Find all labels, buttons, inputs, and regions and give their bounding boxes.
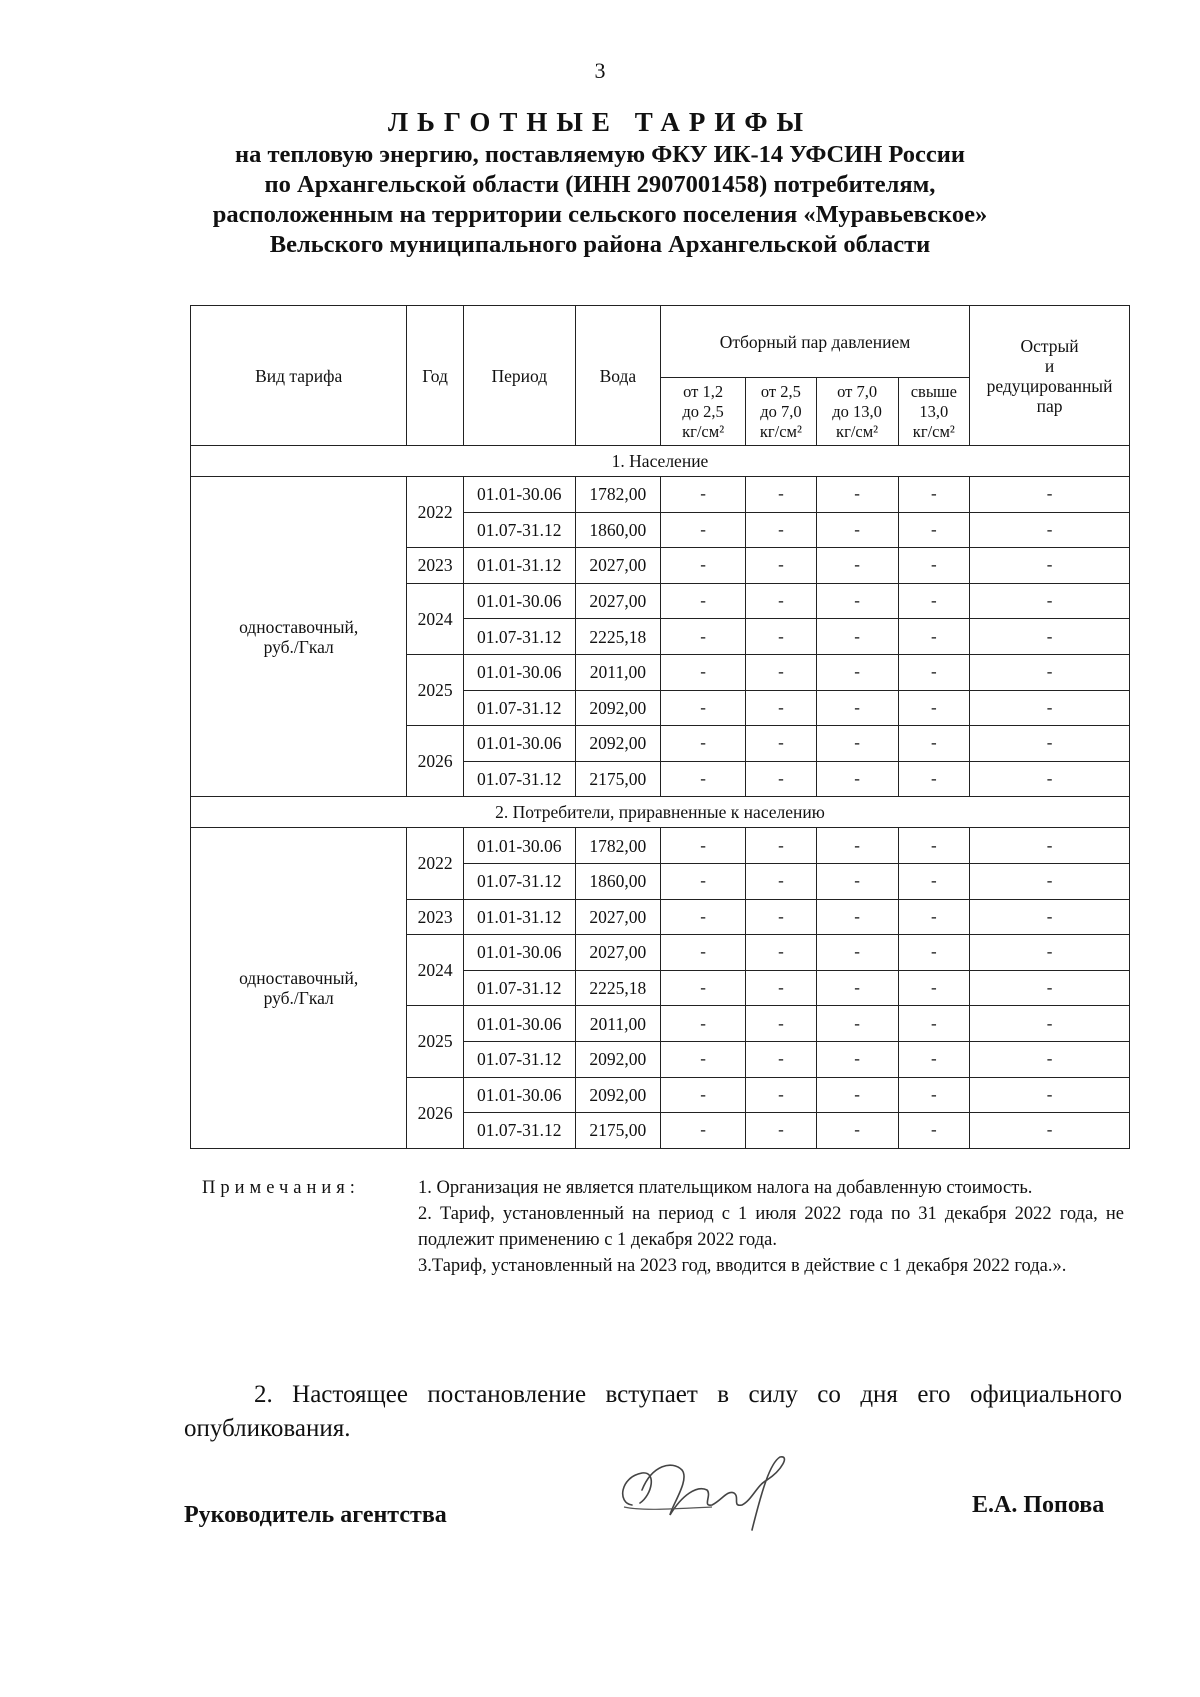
effective-date-clause: 2. Настоящее постановление вступает в силу со дня его официального опубликования. [184, 1381, 1122, 1442]
empty-tariff-dash: - [898, 935, 969, 971]
tariff-type-line-2: руб./Гкал [263, 988, 334, 1009]
period-cell: 01.01-30.06 [463, 1006, 575, 1042]
header-period: Период [463, 306, 575, 446]
signatory-name: Е.А. Попова [972, 1492, 1105, 1518]
period-cell: 01.07-31.12 [463, 863, 575, 899]
period-cell: 01.01-30.06 [463, 654, 575, 690]
header-p4-line-2: 13,0 [919, 401, 949, 421]
empty-tariff-dash: - [970, 583, 1130, 619]
tariff-table [190, 305, 1130, 1149]
water-tariff-cell: 2225,18 [575, 970, 660, 1006]
empty-tariff-dash: - [746, 654, 816, 690]
empty-tariff-dash: - [816, 512, 898, 548]
empty-tariff-dash: - [660, 863, 745, 899]
empty-tariff-dash: - [970, 1113, 1130, 1149]
water-tariff-cell: 1860,00 [575, 863, 660, 899]
empty-tariff-dash: - [816, 828, 898, 864]
header-sharp-line-3: редуцированный [986, 375, 1113, 396]
empty-tariff-dash: - [746, 863, 816, 899]
table-row [191, 477, 1130, 513]
empty-tariff-dash: - [660, 1113, 745, 1149]
year-cell: 2025 [407, 1006, 463, 1077]
header-p2-line-3: кг/см² [759, 421, 802, 441]
empty-tariff-dash: - [816, 863, 898, 899]
notes-label: Примечания: [202, 1178, 360, 1198]
tariff-type-cell [191, 477, 407, 797]
header-sharp-line-1: Острый [1020, 335, 1079, 356]
header-p3-line-1: от 7,0 [837, 381, 878, 401]
water-tariff-cell: 2175,00 [575, 761, 660, 797]
page-number: 3 [594, 58, 606, 83]
year-cell: 2023 [407, 548, 463, 584]
empty-tariff-dash: - [816, 935, 898, 971]
header-pressure-2 [746, 378, 816, 446]
header-pressure-1 [660, 378, 745, 446]
period-cell: 01.01-30.06 [463, 477, 575, 513]
empty-tariff-dash: - [898, 512, 969, 548]
section-title: 2. Потребители, приравненные к населению [191, 797, 1130, 828]
empty-tariff-dash: - [660, 619, 745, 655]
note-item-3: 3.Тариф, установленный на 2023 год, вводится в действие с 1 декабря 2022 года.». [418, 1256, 1067, 1276]
title-line-1: на тепловую энергию, поставляемую ФКУ ИК-14 УФСИН России [235, 141, 965, 168]
period-cell: 01.01-30.06 [463, 828, 575, 864]
year-cell: 2022 [407, 477, 463, 548]
empty-tariff-dash: - [816, 583, 898, 619]
year-cell: 2026 [407, 726, 463, 797]
empty-tariff-dash: - [660, 690, 745, 726]
empty-tariff-dash: - [898, 619, 969, 655]
empty-tariff-dash: - [816, 899, 898, 935]
empty-tariff-dash: - [660, 1041, 745, 1077]
header-p3-line-2: до 13,0 [832, 401, 882, 421]
title-line-3: расположенным на территории сельского поселения «Муравьевское» [212, 201, 988, 228]
empty-tariff-dash: - [816, 548, 898, 584]
empty-tariff-dash: - [898, 863, 969, 899]
period-cell: 01.01-30.06 [463, 583, 575, 619]
header-sharp-line-2: и [1044, 355, 1055, 376]
period-cell: 01.01-30.06 [463, 726, 575, 762]
period-cell: 01.07-31.12 [463, 761, 575, 797]
empty-tariff-dash: - [898, 970, 969, 1006]
title-line-4: Вельского муниципального района Архангельской области [269, 231, 931, 258]
water-tariff-cell: 2011,00 [575, 654, 660, 690]
empty-tariff-dash: - [816, 1077, 898, 1113]
header-year: Год [407, 306, 463, 446]
empty-tariff-dash: - [970, 1077, 1130, 1113]
water-tariff-cell: 2225,18 [575, 619, 660, 655]
note-item-2: 2. Тариф, установленный на период с 1 июля 2022 года по 31 декабря 2022 года, не подлежит применению с 1 декабря 2022 года. [418, 1204, 1124, 1250]
empty-tariff-dash: - [746, 690, 816, 726]
header-tariff-type: Вид тарифа [191, 306, 407, 446]
title-line-2: по Архангельской области (ИНН 2907001458) потребителям, [264, 171, 936, 198]
year-cell: 2023 [407, 899, 463, 935]
water-tariff-cell: 2092,00 [575, 1077, 660, 1113]
empty-tariff-dash: - [746, 828, 816, 864]
empty-tariff-dash: - [898, 1006, 969, 1042]
empty-tariff-dash: - [898, 899, 969, 935]
note-item-1: 1. Организация не является плательщиком налога на добавленную стоимость. [418, 1178, 1033, 1198]
header-selected-steam: Отборный пар давлением [660, 306, 969, 378]
empty-tariff-dash: - [970, 548, 1130, 584]
header-p1-line-2: до 2,5 [682, 401, 724, 421]
empty-tariff-dash: - [660, 512, 745, 548]
header-p1-line-3: кг/см² [682, 421, 725, 441]
empty-tariff-dash: - [898, 477, 969, 513]
water-tariff-cell: 2011,00 [575, 1006, 660, 1042]
water-tariff-cell: 2175,00 [575, 1113, 660, 1149]
section-row [191, 446, 1130, 477]
header-pressure-4 [898, 378, 969, 446]
empty-tariff-dash: - [660, 477, 745, 513]
water-tariff-cell: 2027,00 [575, 548, 660, 584]
water-tariff-cell: 1782,00 [575, 477, 660, 513]
empty-tariff-dash: - [898, 828, 969, 864]
empty-tariff-dash: - [746, 935, 816, 971]
empty-tariff-dash: - [898, 548, 969, 584]
empty-tariff-dash: - [816, 1041, 898, 1077]
empty-tariff-dash: - [898, 654, 969, 690]
title-main: ЛЬГОТНЫЕ ТАРИФЫ [387, 107, 813, 137]
year-cell: 2025 [407, 654, 463, 725]
section-title: 1. Население [191, 446, 1130, 477]
water-tariff-cell: 1782,00 [575, 828, 660, 864]
period-cell: 01.01-31.12 [463, 899, 575, 935]
header-p2-line-2: до 7,0 [760, 401, 802, 421]
period-cell: 01.01-31.12 [463, 548, 575, 584]
header-p4-line-1: свыше [910, 381, 957, 401]
period-cell: 01.07-31.12 [463, 970, 575, 1006]
empty-tariff-dash: - [970, 1041, 1130, 1077]
empty-tariff-dash: - [746, 761, 816, 797]
tariff-type-line-1: одноставочный, [239, 616, 359, 637]
header-p4-line-3: кг/см² [912, 421, 955, 441]
empty-tariff-dash: - [970, 970, 1130, 1006]
empty-tariff-dash: - [660, 654, 745, 690]
period-cell: 01.01-30.06 [463, 1077, 575, 1113]
empty-tariff-dash: - [816, 726, 898, 762]
empty-tariff-dash: - [816, 654, 898, 690]
header-pressure-3 [816, 378, 898, 446]
year-cell: 2024 [407, 935, 463, 1006]
water-tariff-cell: 2092,00 [575, 1041, 660, 1077]
water-tariff-cell: 2027,00 [575, 899, 660, 935]
handwritten-signature [612, 1445, 802, 1540]
notes-list [418, 1175, 1124, 1279]
empty-tariff-dash: - [660, 548, 745, 584]
year-cell: 2022 [407, 828, 463, 899]
empty-tariff-dash: - [970, 477, 1130, 513]
period-cell: 01.01-30.06 [463, 935, 575, 971]
tariff-type-line-2: руб./Гкал [263, 636, 334, 657]
empty-tariff-dash: - [898, 761, 969, 797]
empty-tariff-dash: - [816, 970, 898, 1006]
empty-tariff-dash: - [660, 970, 745, 1006]
empty-tariff-dash: - [970, 828, 1130, 864]
document-title [130, 104, 1070, 260]
period-cell: 01.07-31.12 [463, 512, 575, 548]
empty-tariff-dash: - [970, 619, 1130, 655]
empty-tariff-dash: - [970, 726, 1130, 762]
table-row [191, 828, 1130, 864]
empty-tariff-dash: - [660, 935, 745, 971]
empty-tariff-dash: - [970, 935, 1130, 971]
water-tariff-cell: 2092,00 [575, 726, 660, 762]
empty-tariff-dash: - [970, 512, 1130, 548]
empty-tariff-dash: - [970, 690, 1130, 726]
empty-tariff-dash: - [660, 1006, 745, 1042]
header-p3-line-3: кг/см² [836, 421, 879, 441]
empty-tariff-dash: - [898, 583, 969, 619]
empty-tariff-dash: - [746, 1041, 816, 1077]
empty-tariff-dash: - [746, 619, 816, 655]
empty-tariff-dash: - [746, 548, 816, 584]
empty-tariff-dash: - [970, 863, 1130, 899]
empty-tariff-dash: - [660, 899, 745, 935]
water-tariff-cell: 1860,00 [575, 512, 660, 548]
empty-tariff-dash: - [746, 1113, 816, 1149]
empty-tariff-dash: - [898, 1041, 969, 1077]
empty-tariff-dash: - [816, 1113, 898, 1149]
empty-tariff-dash: - [746, 726, 816, 762]
empty-tariff-dash: - [970, 654, 1130, 690]
empty-tariff-dash: - [816, 619, 898, 655]
empty-tariff-dash: - [660, 726, 745, 762]
header-p2-line-1: от 2,5 [760, 381, 801, 401]
empty-tariff-dash: - [746, 512, 816, 548]
year-cell: 2024 [407, 583, 463, 654]
empty-tariff-dash: - [660, 761, 745, 797]
empty-tariff-dash: - [746, 970, 816, 1006]
empty-tariff-dash: - [816, 761, 898, 797]
water-tariff-cell: 2027,00 [575, 935, 660, 971]
empty-tariff-dash: - [898, 726, 969, 762]
empty-tariff-dash: - [970, 1006, 1130, 1042]
period-cell: 01.07-31.12 [463, 619, 575, 655]
water-tariff-cell: 2027,00 [575, 583, 660, 619]
signatory-role: Руководитель агентства [184, 1502, 447, 1528]
empty-tariff-dash: - [898, 1113, 969, 1149]
empty-tariff-dash: - [970, 761, 1130, 797]
header-sharp-line-4: пар [1036, 395, 1063, 416]
empty-tariff-dash: - [746, 899, 816, 935]
period-cell: 01.07-31.12 [463, 1113, 575, 1149]
empty-tariff-dash: - [660, 1077, 745, 1113]
empty-tariff-dash: - [746, 1006, 816, 1042]
empty-tariff-dash: - [746, 477, 816, 513]
water-tariff-cell: 2092,00 [575, 690, 660, 726]
empty-tariff-dash: - [898, 690, 969, 726]
empty-tariff-dash: - [816, 690, 898, 726]
empty-tariff-dash: - [816, 477, 898, 513]
empty-tariff-dash: - [746, 1077, 816, 1113]
year-cell: 2026 [407, 1077, 463, 1148]
header-p1-line-1: от 1,2 [683, 381, 724, 401]
empty-tariff-dash: - [970, 899, 1130, 935]
header-water: Вода [575, 306, 660, 446]
tariff-type-line-1: одноставочный, [239, 968, 359, 989]
period-cell: 01.07-31.12 [463, 690, 575, 726]
tariff-table-body [191, 446, 1130, 1149]
empty-tariff-dash: - [746, 583, 816, 619]
empty-tariff-dash: - [660, 828, 745, 864]
section-row [191, 797, 1130, 828]
empty-tariff-dash: - [816, 1006, 898, 1042]
header-sharp-steam [970, 306, 1130, 446]
tariff-type-cell [191, 828, 407, 1148]
period-cell: 01.07-31.12 [463, 1041, 575, 1077]
empty-tariff-dash: - [898, 1077, 969, 1113]
empty-tariff-dash: - [660, 583, 745, 619]
